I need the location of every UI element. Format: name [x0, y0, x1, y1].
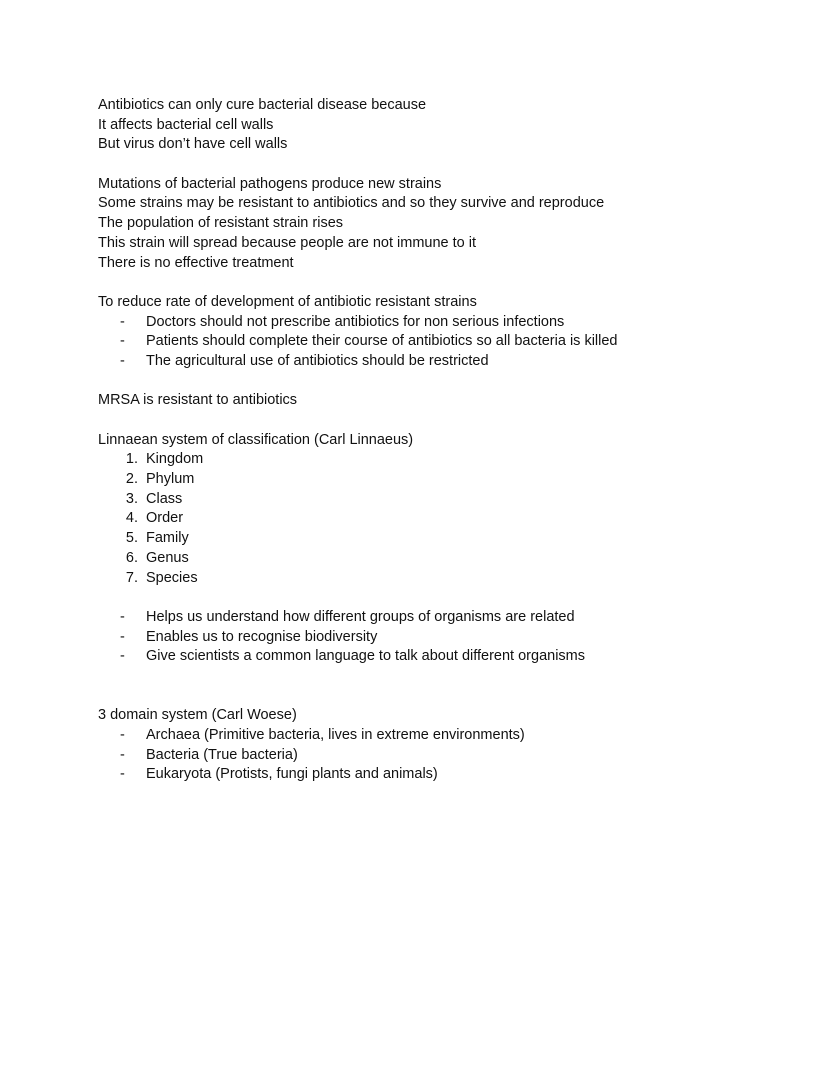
list-item-text: Helps us understand how different groups of organisms are related [146, 608, 575, 625]
list-item [98, 608, 778, 628]
list-item-text: Bacteria (True bacteria) [146, 746, 298, 763]
list-number: 4. [125, 510, 138, 527]
bullet-list [98, 313, 778, 372]
dash-bullet: - [120, 746, 125, 763]
list-item [98, 313, 778, 333]
list-item [98, 450, 778, 470]
dash-bullet: - [120, 608, 125, 625]
bullet-list [98, 726, 778, 785]
bullet-list [98, 608, 778, 667]
text-line: But virus don’t have cell walls [98, 136, 288, 153]
list-number: 1. [125, 451, 138, 468]
list-item-text: Kingdom [146, 451, 204, 468]
list-item [98, 765, 778, 785]
reduce-resistance-section [98, 293, 778, 372]
list-item-text: Archaea (Primitive bacteria, lives in extreme environments) [146, 727, 525, 744]
list-item [98, 490, 778, 510]
dash-bullet: - [120, 766, 125, 783]
list-item [98, 746, 778, 766]
paragraph-spacer [98, 667, 778, 706]
dash-bullet: - [120, 352, 125, 369]
paragraph-spacer [98, 588, 778, 608]
list-item-text: Class [146, 490, 183, 507]
list-item [98, 726, 778, 746]
numbered-list [98, 450, 778, 588]
list-item [98, 470, 778, 490]
list-number: 7. [125, 569, 138, 586]
list-item [98, 549, 778, 569]
mutations-paragraph [98, 175, 778, 273]
list-item-text: Genus [146, 549, 189, 566]
antibiotics-paragraph [98, 96, 778, 155]
paragraph-spacer [98, 273, 778, 293]
list-item-text: Species [146, 569, 198, 586]
text-line: The population of resistant strain rises [98, 215, 344, 232]
list-item-text: Order [146, 510, 184, 527]
mrsa-line: MRSA is resistant to antibiotics [98, 392, 298, 409]
section-heading: Linnaean system of classification (Carl Linnaeus) [98, 431, 414, 448]
paragraph-spacer [98, 155, 778, 175]
list-item [98, 352, 778, 372]
dash-bullet: - [120, 648, 125, 665]
linnaean-section [98, 431, 778, 667]
list-item-text: Enables us to recognise biodiversity [146, 628, 378, 645]
text-line: There is no effective treatment [98, 254, 294, 271]
list-item-text: Patients should complete their course of antibiotics so all bacteria is killed [146, 333, 618, 350]
document-body [98, 96, 778, 785]
text-line: Mutations of bacterial pathogens produce new strains [98, 175, 442, 192]
list-item-text: Eukaryota (Protists, fungi plants and animals) [146, 766, 438, 783]
list-number: 5. [125, 530, 138, 547]
list-number: 6. [125, 549, 138, 566]
text-line: It affects bacterial cell walls [98, 116, 274, 133]
paragraph-spacer [98, 372, 778, 392]
dash-bullet: - [120, 727, 125, 744]
list-item-text: Doctors should not prescribe antibiotics for non serious infections [146, 313, 565, 330]
list-item-text: Family [146, 530, 189, 547]
list-item-text: Phylum [146, 471, 195, 488]
list-item [98, 647, 778, 667]
paragraph-spacer [98, 411, 778, 431]
section-heading: To reduce rate of development of antibiotic resistant strains [98, 293, 477, 310]
text-line: Some strains may be resistant to antibiotics and so they survive and reproduce [98, 195, 605, 212]
list-item [98, 529, 778, 549]
section-heading: 3 domain system (Carl Woese) [98, 707, 297, 724]
dash-bullet: - [120, 628, 125, 645]
list-item [98, 628, 778, 648]
list-item-text: The agricultural use of antibiotics should be restricted [146, 352, 489, 369]
text-line: Antibiotics can only cure bacterial disease because [98, 97, 427, 113]
domain-system-section [98, 706, 778, 785]
list-item [98, 569, 778, 589]
list-item [98, 509, 778, 529]
list-number: 3. [125, 490, 138, 507]
list-number: 2. [125, 471, 138, 488]
dash-bullet: - [120, 333, 125, 350]
text-line: This strain will spread because people are not immune to it [98, 234, 476, 251]
list-item [98, 332, 778, 352]
list-item-text: Give scientists a common language to talk about different organisms [146, 648, 585, 665]
dash-bullet: - [120, 313, 125, 330]
